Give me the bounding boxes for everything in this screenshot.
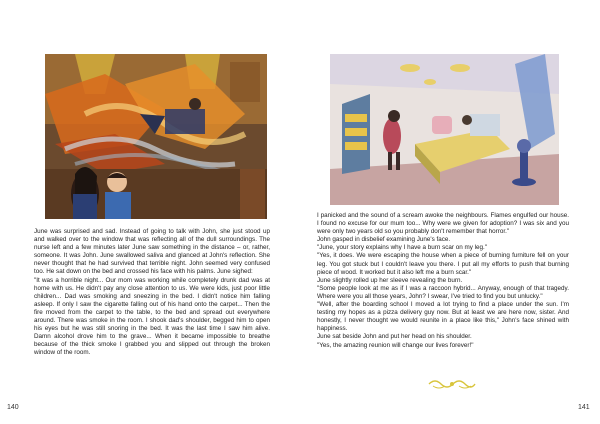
left-page-number: 140 bbox=[7, 404, 19, 411]
right-paragraph-5: June slightly rolled up her sleeve revealing the burn. bbox=[317, 276, 463, 284]
right-paragraph-6: "Some people look at me as if I was a raccoon hybrid... Anyway, enough of that tragedy. Where were you all those years, John? I swear, I've tried to find you but unlucky." bbox=[317, 284, 569, 300]
right-page-text bbox=[317, 212, 569, 350]
right-paragraph-1: I panicked and the sound of a scream awoke the neighbours. Flames engulfed our house. I found no excuse for our mum too... Why were we given for adoption? I was six and you were only two years old so you probably don't remember that horror." bbox=[317, 212, 569, 236]
right-paragraph-8: June sat beside John and put her head on his shoulder. bbox=[317, 333, 472, 341]
right-paragraph-4: "Yes, it does. We were escaping the house when a piece of burning furniture fell on your leg. You got stuck but I couldn't leave you there. I put all my efforts to push that burning piece of wood. It worked but it also left me a burn scar." bbox=[317, 252, 569, 276]
right-paragraph-3: "June, your story explains why I have a burn scar on my leg." bbox=[317, 244, 488, 252]
left-paragraph-2: "It was a horrible night... Our mom was working while completely drunk dad was at home with us. He didn't pay any close attention to us. We were kids, just poor little children... Dad was smoking and sneezing in the bed. I didn't notice him falling asleep. If only I saw the cigarette falling out of his hand onto the carpet... Then the fire moved from the carpet to the table, to the bed and spread out everywhere around. There was smoke in the room. I shook dad's shoulder, begged him to open his eyes but he was still snoring in the bed. It was the last time I saw him alive. Damn alcohol drove him to the grave... When it became impossible to breathe because of the thick smoke I grabbed you and slipped out through the broken window of the room. bbox=[34, 276, 270, 357]
right-illustration bbox=[330, 54, 559, 205]
left-paragraph-1: June was surprised and sad. Instead of going to talk with John, she just stood up and walked over to the window that was reflecting all of the dull surroundings. The nurse left and a few minutes later June saw something in the distance – or, rather, someone. It was John. June swallowed saliva and glanced at John's reflection. She never thought that he had survived that terrible night. John seemed very confused too. He sat down on the bed and crossed his face with his palms. June sighed: bbox=[34, 228, 270, 276]
right-page-number: 141 bbox=[578, 404, 590, 411]
flourish-ornament-icon bbox=[427, 377, 477, 391]
house-fire-painting-icon bbox=[45, 54, 267, 219]
hospital-room-drawing-icon bbox=[330, 54, 559, 205]
right-page bbox=[300, 0, 600, 424]
left-page-text bbox=[34, 228, 270, 358]
left-illustration bbox=[45, 54, 267, 219]
right-paragraph-9: "Yes, the amazing reunion will change our lives forever!" bbox=[317, 341, 474, 349]
right-paragraph-2: John gasped in disbelief examining June's face. bbox=[317, 236, 451, 244]
right-paragraph-7: "Well, after the boarding school I moved a lot trying to find a place under the sun. I'm testing my hopes as a pizza delivery guy now. But at least we are here now, sister. And honestly, I never thought we would reunite in a place like this," John's face shined with happiness. bbox=[317, 301, 569, 333]
